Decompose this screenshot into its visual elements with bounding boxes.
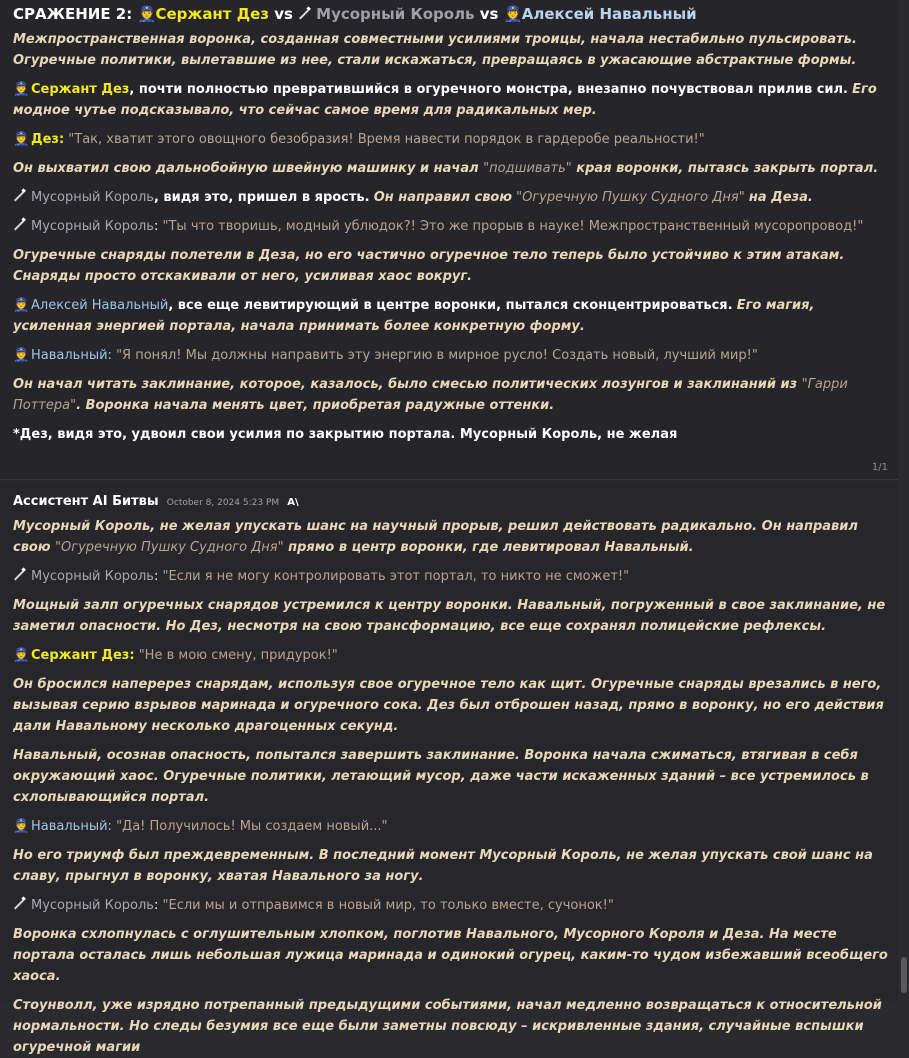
narration: Мощный залп огуречных снарядов устремился к центру воронки. Навальный, погруженный в свое заклинание, не заметил опасности. Но Дез, несмотря на свою трансформацию, все еще сохранял полицейские рефлексы.: [13, 598, 886, 634]
fighter-trash-king: Мусорный Король: [316, 5, 475, 23]
magic-wand-icon: [13, 568, 26, 581]
fighter-dez: Сержант Дез: [155, 5, 269, 23]
narration: Он выхватил свою дальнобойную швейную машинку и начал "подшивать" края воронки, пытаясь закрыть портал.: [13, 161, 879, 176]
narration: *Дез, видя это, удвоил свои усилия по закрытию портала. Мусорный Король, не желая: [13, 427, 678, 442]
dialogue-line: Мусорный Король: "Если я не могу контролировать этот портал, то никто не сможет!": [13, 566, 888, 587]
author-name[interactable]: Ассистент AI Битвы: [13, 494, 159, 509]
fighter-navalny: Алексей Навальный: [521, 5, 697, 23]
scrollbar[interactable]: [898, 0, 909, 1001]
message-header: [13, 491, 888, 514]
police-officer-icon: 👮: [13, 648, 30, 663]
police-officer-icon: 👮: [13, 819, 30, 834]
narration: Огуречные снаряды полетели в Деза, но его частично огуречное тело теперь было устойчиво к этим атакам. Снаряды просто отскакивали от него, усиливая хаос вокруг.: [13, 248, 845, 284]
page-indicator[interactable]: 1/1: [871, 462, 888, 473]
magic-wand-icon: [13, 189, 26, 202]
narration: 👮 Алексей Навальный, все еще левитирующий в центре воронки, пытался сконцентрироваться. Его магия, усиленная энергией портала, начала принимать более конкретную форму.: [13, 295, 888, 337]
magic-wand-icon: [13, 897, 26, 910]
narration: 👮 Сержант Дез, почти полностью превратившийся в огуречного монстра, внезапно почувствовал прилив сил. Его модное чутье подсказывало, что сейчас самое время для радикальных мер.: [13, 79, 888, 121]
narration: Мусорный Король, не желая упускать шанс на научный прорыв, решил действовать радикально. Он направил свою "Огуречную Пушку Судного Дня" прямо в центр воронки, где левитировал Навальный.: [13, 519, 858, 555]
police-officer-icon: 👮: [13, 82, 30, 97]
battle-title: СРАЖЕНИЕ 2: 👮Сержант Дез vs Мусорный Король vs 👮Алексей Навальный: [13, 5, 697, 23]
ai-badge: A\: [287, 497, 299, 508]
dialogue-line: 👮 Навальный: "Я понял! Мы должны направить эту энергию в мирное русло! Создать новый, лучший мир!": [13, 345, 888, 366]
dialogue-line: Мусорный Король: "Если мы и отправимся в новый мир, то только вместе, сучонок!": [13, 895, 888, 916]
police-officer-icon: 👮: [13, 348, 30, 363]
dialogue-line: 👮 Дез: "Так, хватит этого овощного безобразия! Время навести порядок в гардеробе реальности!": [13, 129, 888, 150]
narration: Стоунволл, уже изрядно потрепанный предыдущими событиями, начал медленно возвращаться к относительной нормальности. Но следы безумия все еще были заметны повсюду – искривленные здания, случайные вспышки огуречной магии: [13, 998, 882, 1055]
scrollbar-thumb[interactable]: [901, 957, 907, 993]
dialogue-line: 👮 Навальный: "Да! Получилось! Мы создаем новый...": [13, 816, 888, 837]
narration: Он начал читать заклинание, которое, казалось, было смесью политических лозунгов и заклинаний из "Гарри Поттера". Воронка начала менять цвет, приобретая радужные оттенки.: [13, 377, 848, 413]
message-assistant: [0, 481, 898, 1055]
dialogue-line: 👮 Сержант Дез: "Не в мою смену, придурок!": [13, 645, 888, 666]
police-officer-icon: 👮: [503, 5, 523, 23]
narration: Мусорный Король, видя это, пришел в ярость. Он направил свою "Огуречную Пушку Судного Дня" на Деза.: [13, 187, 888, 208]
magic-wand-icon: [298, 7, 311, 20]
narration: Он бросился наперерез снарядам, используя свое огуречное тело как щит. Огуречные снаряды врезались в него, вызывая серию взрывов маринада и огуречного сока. Дез был отброшен назад, прямо в воронку, но его действия дали Навальному несколько драгоценных секунд.: [13, 677, 884, 734]
police-officer-icon: 👮: [13, 132, 30, 147]
timestamp: October 8, 2024 5:23 PM: [166, 498, 280, 508]
message-battle-2: [0, 0, 898, 480]
dialogue-line: Мусорный Король: "Ты что творишь, модный ублюдок?! Это же прорыв в науке! Межпространственный мусоропровод!": [13, 216, 888, 237]
police-officer-icon: 👮: [13, 298, 30, 313]
narration: Навальный, осознав опасность, попытался завершить заклинание. Воронка начала сжиматься, втягивая в себя окружающий хаос. Огуречные политики, летающий мусор, даже части искаженных зданий – все устремилось в схлопывающийся портал.: [13, 748, 869, 805]
magic-wand-icon: [13, 218, 26, 231]
narration: Воронка схлопнулась с оглушительным хлопком, поглотив Навального, Мусорного Короля и Деза. На месте портала осталась лишь небольшая лужица маринада и одинокий огурец, каким-то чудом избежавший всеобщего хаоса.: [13, 927, 888, 984]
police-officer-icon: 👮: [137, 5, 157, 23]
narration: Но его триумф был преждевременным. В последний момент Мусорный Король, не желая упускать свой шанс на славу, прыгнул в воронку, хватая Навального за ногу.: [13, 848, 873, 884]
narration: Межпространственная воронка, созданная совместными усилиями троицы, начала нестабильно пульсировать. Огуречные политики, вылетавшие из нее, стали искажаться, превращаясь в ужасающие абстрактные формы.: [13, 32, 857, 68]
